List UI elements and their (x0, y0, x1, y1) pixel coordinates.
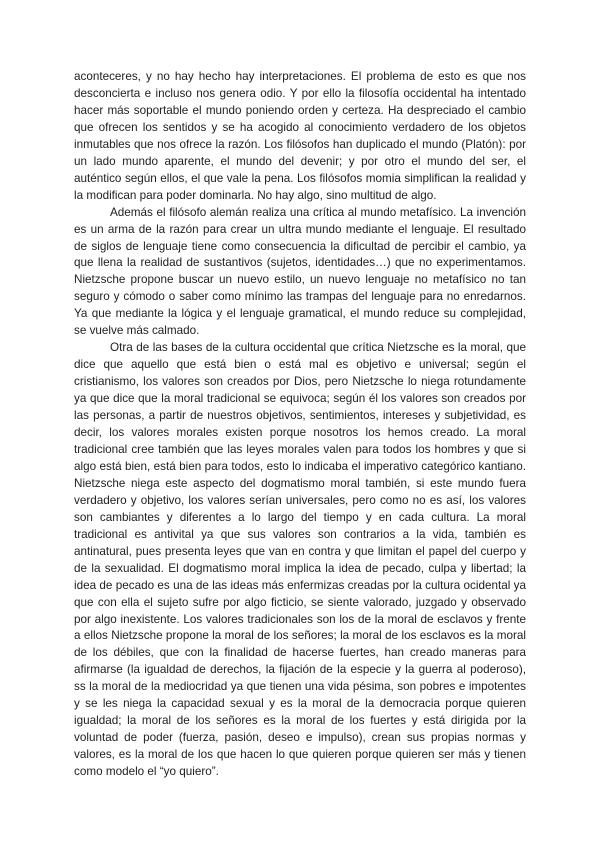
paragraph-platonic-dualism: aconteceres, y no hay hecho hay interpretaciones. El problema de esto es que nos desconcierta e incluso nos genera odio. Y por ello la filosofía occidental ha intentado hacer más soportable el mundo poniendo orden y certeza. Ha despreciado el cambio que ofrecen los sentidos y se ha acogido al conocimiento verdadero de los objetos inmutables que nos ofrece la razón. Los filósofos han duplicado el mundo (Platón): por un lado mundo aparente, el mundo del devenir; y por otro el mundo del ser, el auténtico según ellos, el que vale la pena. Los filósofos momia simplifican la realidad y la modifican para poder dominarla. No hay algo, sino multitud de algo. (74, 70, 526, 202)
paragraph-morality-critique: Otra de las bases de la cultura occidental que crítica Nietzsche es la moral, que dice que aquello que está bien o está mal es objetivo e universal; según el cristianismo, los valores son creados por Dios, pero Nietzsche lo niega rotundamente ya que dice que la moral tradicional se equivoca; según él los valores son creados por las personas, a partir de nuestros objetivos, sentimientos, intereses y subjetividad, es decir, los valores morales existen porque nosotros los hemos creado. La moral tradicional cree también que las leyes morales valen para todos los hombres y que si algo está bien, está bien para todos, esto lo indicaba el imperativo categórico kantiano. Nietzsche niega este aspecto del dogmatismo moral también, si este mundo fuera verdadero y objetivo, los valores serían universales, pero como no es así, los valores son cambiantes y diferentes a lo largo del tiempo y en cada cultura. La moral tradicional es antivital ya que sus valores son contrarios a la vida, también es antinatural, pues presenta leyes que van en contra y que limitan el papel del cuerpo y de la sexualidad. El dogmatismo moral implica la idea de pecado, culpa y libertad; la idea de pecado es una de las ideas más enfermizas creadas por la cultura ocidental ya que con ella el sujeto sufre por algo ficticio, se siente valorado, juzgado y observado por algo inexistente. Los valores tradicionales son los de la moral de esclavos y frente a ellos Nietzsche propone la moral de los señores; la moral de los esclavos es la moral de los débiles, que con la finalidad de hacerse fuertes, han creado maneras para afirmarse (la igualdad de derechos, la fijación de la especie y la guerra al poderoso), ss la moral de la mediocridad ya que tienen una vida pésima, son pobres e impotentes y se les niega la capacidad sexual y es la moral de la democracia porque quieren igualdad; la moral de los señores es la moral de los fuertes y está dirigida por la voluntad de poder (fuerza, pasión, deseo e impulso), crean sus propias normas y valores, es la moral de los que hacen lo que quieren porque quieren ser más y tienen como modelo el “yo quiero”. (74, 341, 526, 779)
document-page (74, 69, 526, 781)
paragraph-metaphysics-critique: Además el filósofo alemán realiza una crítica al mundo metafísico. La invención es un arma de la razón para crear un ultra mundo mediante el lenguaje. El resultado de siglos de lenguaje tiene como consecuencia la dificultad de percibir el cambio, ya que llena la realidad de sustantivos (sujetos, identidades…) que no experimentamos. Nietzsche propone buscar un nuevo estilo, un nuevo lenguaje no metafísico no tan seguro y cómodo o saber como mínimo las trampas del lenguaje para no enredarnos. Ya que mediante la lógica y el lenguaje gramatical, el mundo reduce su complejidad, se vuelve más calmado. (74, 205, 526, 338)
